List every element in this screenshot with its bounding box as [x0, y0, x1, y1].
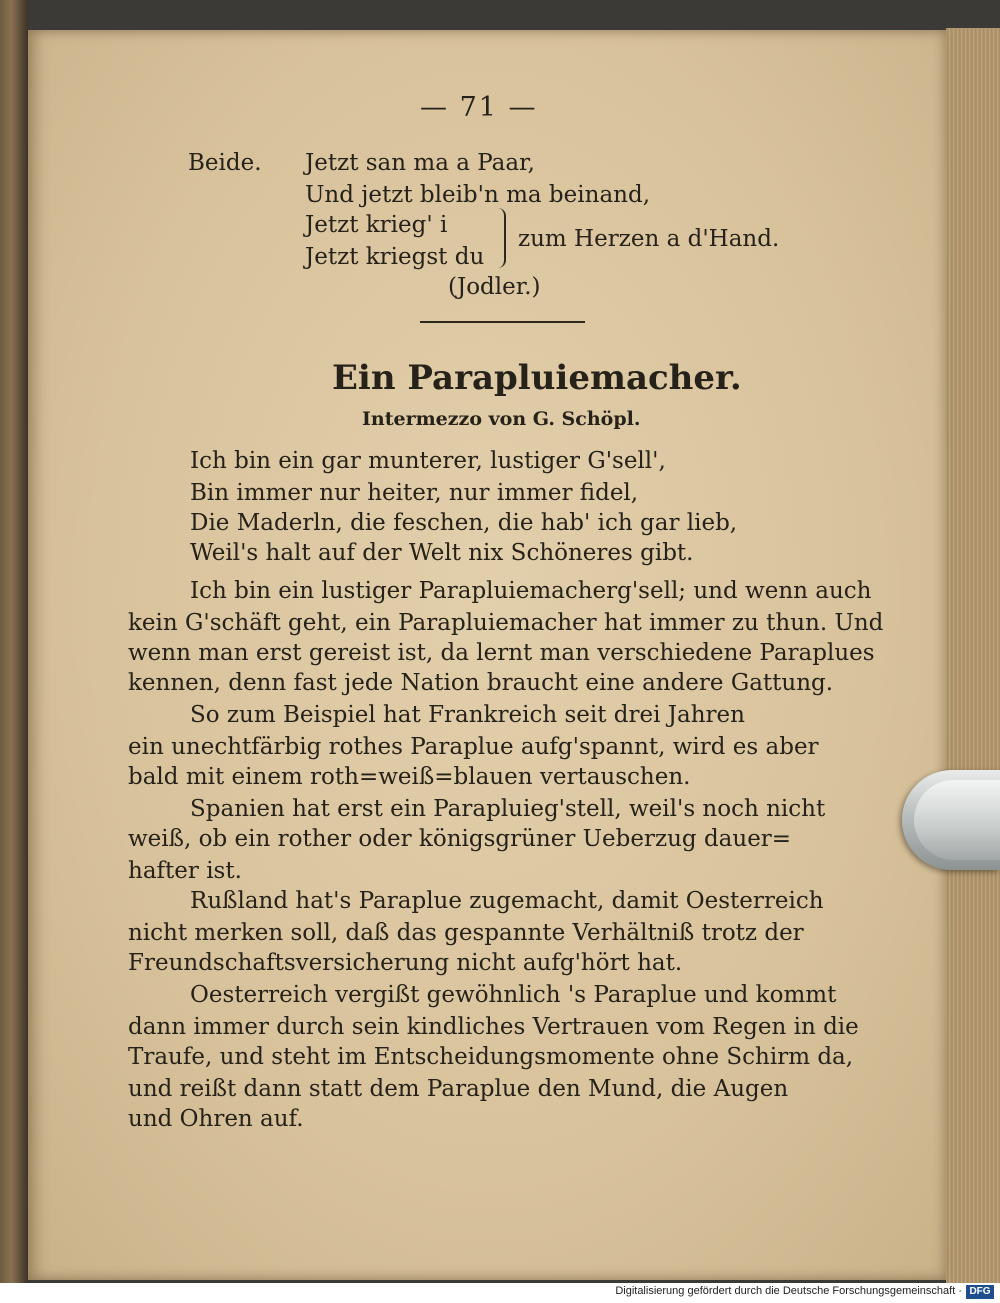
prose-line: Traufe, und steht im Entscheidungsmomente ohne Schirm da,	[128, 1044, 854, 1070]
verse-brace-text: zum Herzen a d'Hand.	[518, 226, 780, 252]
prose-line: So zum Beispiel hat Frankreich seit drei Jahren	[190, 702, 745, 728]
prose-line: und reißt dann statt dem Paraplue den Mund, die Augen	[128, 1076, 789, 1102]
verse-line: Jetzt kriegst du	[305, 244, 485, 270]
page-number: — 71 —	[420, 92, 538, 123]
verse-line: Und jetzt bleib'n ma beinand,	[305, 182, 650, 208]
prose-line: nicht merken soll, daß das gespannte Verhältniß trotz der	[128, 920, 804, 946]
verse-line: Jetzt krieg' i	[305, 212, 448, 238]
song-line: Die Maderln, die feschen, die hab' ich gar lieb,	[190, 510, 738, 536]
page-clip	[902, 770, 1000, 870]
section-title: Ein Parapluiemacher.	[332, 358, 742, 398]
prose-line: wenn man erst gereist ist, da lernt man verschiedene Paraplues	[128, 640, 875, 666]
song-line: Weil's halt auf der Welt nix Schöneres gibt.	[190, 540, 694, 566]
prose-line: Ich bin ein lustiger Parapluiemacherg'sell; und wenn auch	[190, 578, 872, 604]
prose-line: bald mit einem roth=weiß=blauen vertauschen.	[128, 764, 691, 790]
section-divider	[420, 321, 585, 323]
prose-line: kein G'schäft geht, ein Parapluiemacher hat immer zu thun. Und	[128, 610, 884, 636]
page-stack-edge	[946, 28, 1000, 1283]
song-line: Ich bin ein gar munterer, lustiger G'sell',	[190, 448, 666, 474]
prose-line: Oesterreich vergißt gewöhnlich 's Paraplue und kommt	[190, 982, 837, 1008]
prose-line: ein unechtfärbig rothes Paraplue aufg'spannt, wird es aber	[128, 734, 819, 760]
prose-line: und Ohren auf.	[128, 1106, 304, 1132]
prose-line: Rußland hat's Paraplue zugemacht, damit Oesterreich	[190, 888, 824, 914]
verse-line: Jetzt san ma a Paar,	[305, 150, 535, 176]
prose-line: dann immer durch sein kindliches Vertrauen vom Regen in die	[128, 1014, 859, 1040]
verse-line: (Jodler.)	[448, 274, 541, 300]
song-line: Bin immer nur heiter, nur immer fidel,	[190, 480, 639, 506]
dfg-logo: DFG	[966, 1285, 994, 1299]
prose-line: hafter ist.	[128, 858, 242, 884]
verse-speaker: Beide.	[188, 150, 262, 176]
left-page-edge	[0, 0, 28, 1285]
verse-brace	[494, 208, 506, 268]
prose-line: Spanien hat erst ein Parapluieg'stell, weil's noch nicht	[190, 796, 826, 822]
prose-line: weiß, ob ein rother oder königsgrüner Ueberzug dauer=	[128, 826, 792, 852]
funding-credit: Digitalisierung gefördert durch die Deutsche Forschungsgemeinschaft ·	[615, 1285, 962, 1297]
section-subtitle: Intermezzo von G. Schöpl.	[362, 408, 641, 430]
prose-line: kennen, denn fast jede Nation braucht eine andere Gattung.	[128, 670, 834, 696]
prose-line: Freundschaftsversicherung nicht aufg'hört hat.	[128, 950, 683, 976]
